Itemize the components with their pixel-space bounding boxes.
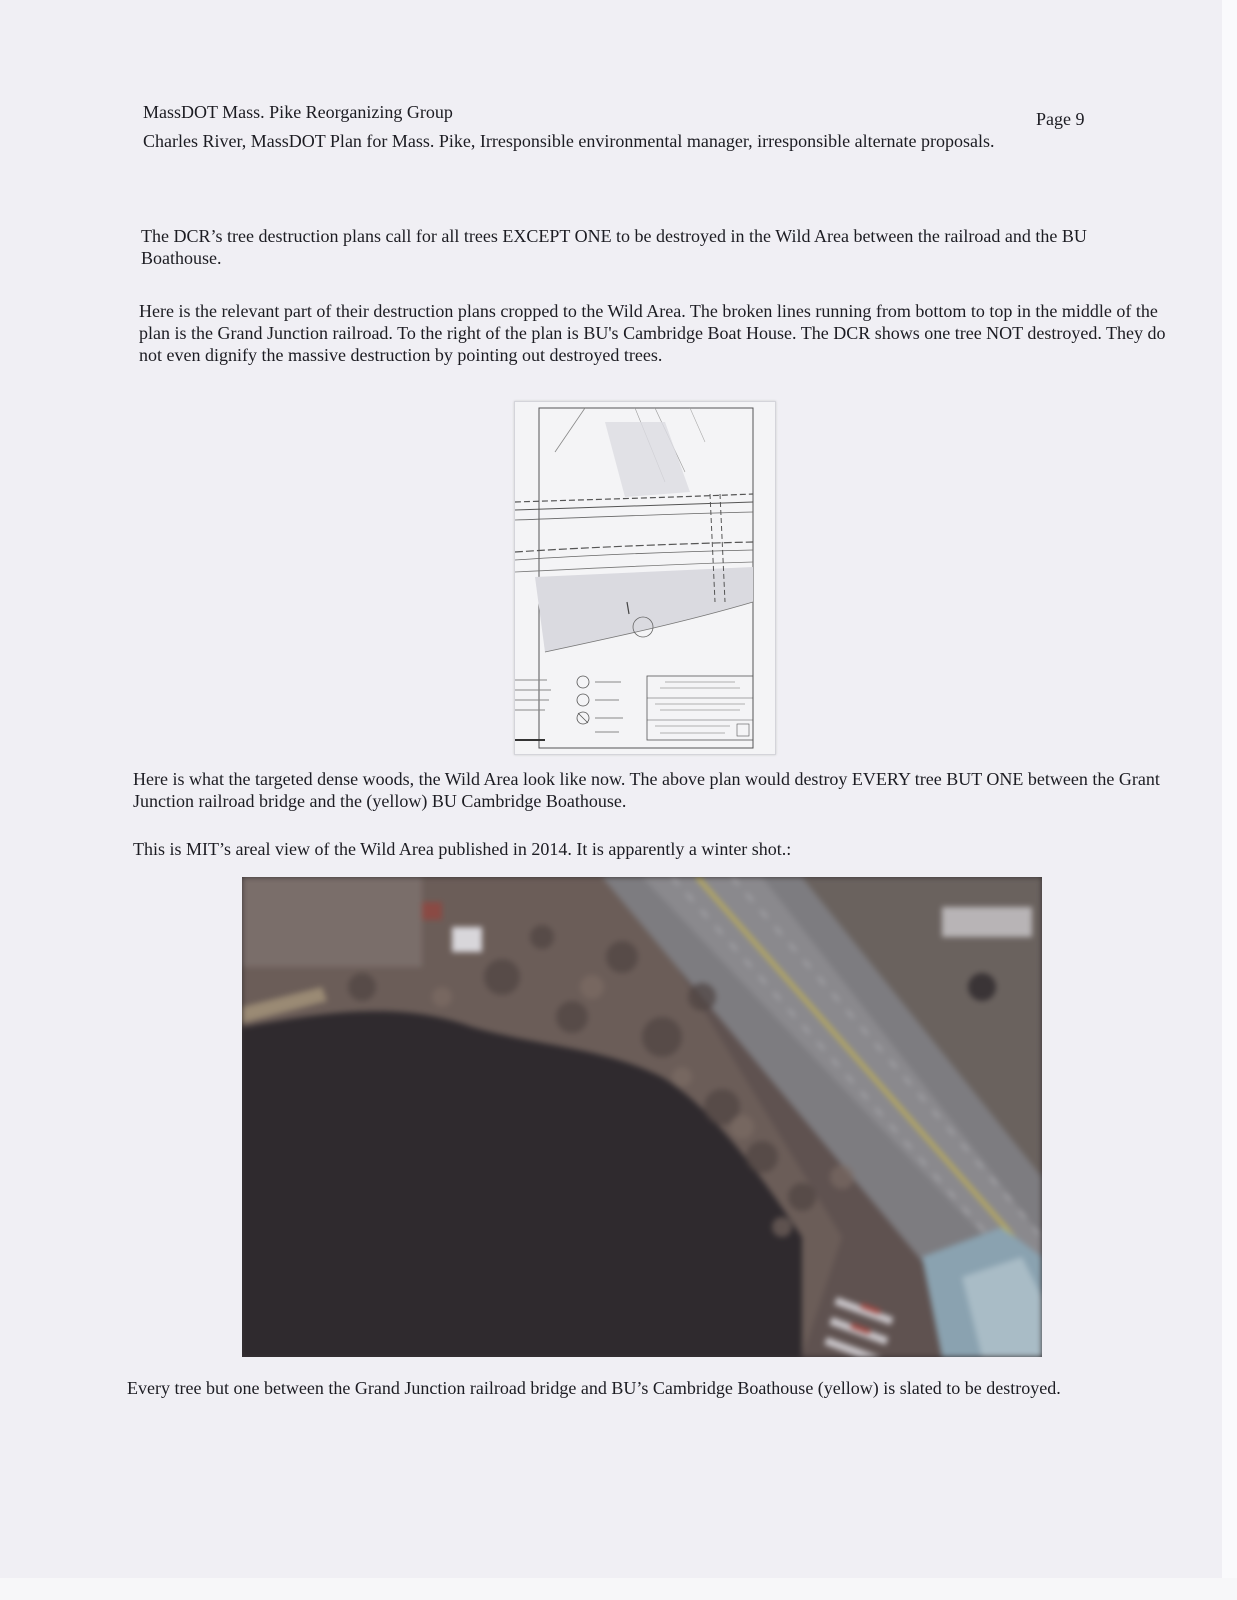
page-bottom-edge [0, 1578, 1237, 1600]
paragraph-conclusion: Every tree but one between the Grand Junction railroad bridge and BU’s Cambridge Boathouse (yellow) is slated to be destroyed. [127, 1378, 1061, 1398]
header-title: MassDOT Mass. Pike Reorganizing Group [143, 102, 453, 122]
paragraph-plan-description: Here is the relevant part of their destruction plans cropped to the Wild Area. The broken lines running from bottom to top in the middle of the plan is the Grand Junction railroad. To the right of the plan is BU's Cambridge Boat House. The DCR shows one tree NOT destroyed. They do not even dignify the massive destruction by pointing out destroyed trees. [139, 301, 1166, 365]
page-number: Page 9 [1036, 109, 1085, 129]
paragraph-tree-destruction: The DCR’s tree destruction plans call for all trees EXCEPT ONE to be destroyed in the Wild Area between the railroad and the BU Boathouse. [141, 226, 1087, 268]
paragraph-aerial-caption: This is MIT’s areal view of the Wild Area published in 2014. It is apparently a winter shot.: [133, 839, 792, 859]
paragraph-wild-area-now: Here is what the targeted dense woods, the Wild Area look like now. The above plan would destroy EVERY tree BUT ONE between the Grant Junction railroad bridge and the (yellow) BU Cambridge Boathouse. [133, 769, 1160, 811]
destruction-plan-image [514, 401, 776, 755]
page-edge-shadow [1222, 0, 1237, 1600]
header-subtitle: Charles River, MassDOT Plan for Mass. Pike, Irresponsible environmental manager, irresponsible alternate proposals. [143, 131, 995, 151]
aerial-photo-wild-area [242, 877, 1042, 1357]
